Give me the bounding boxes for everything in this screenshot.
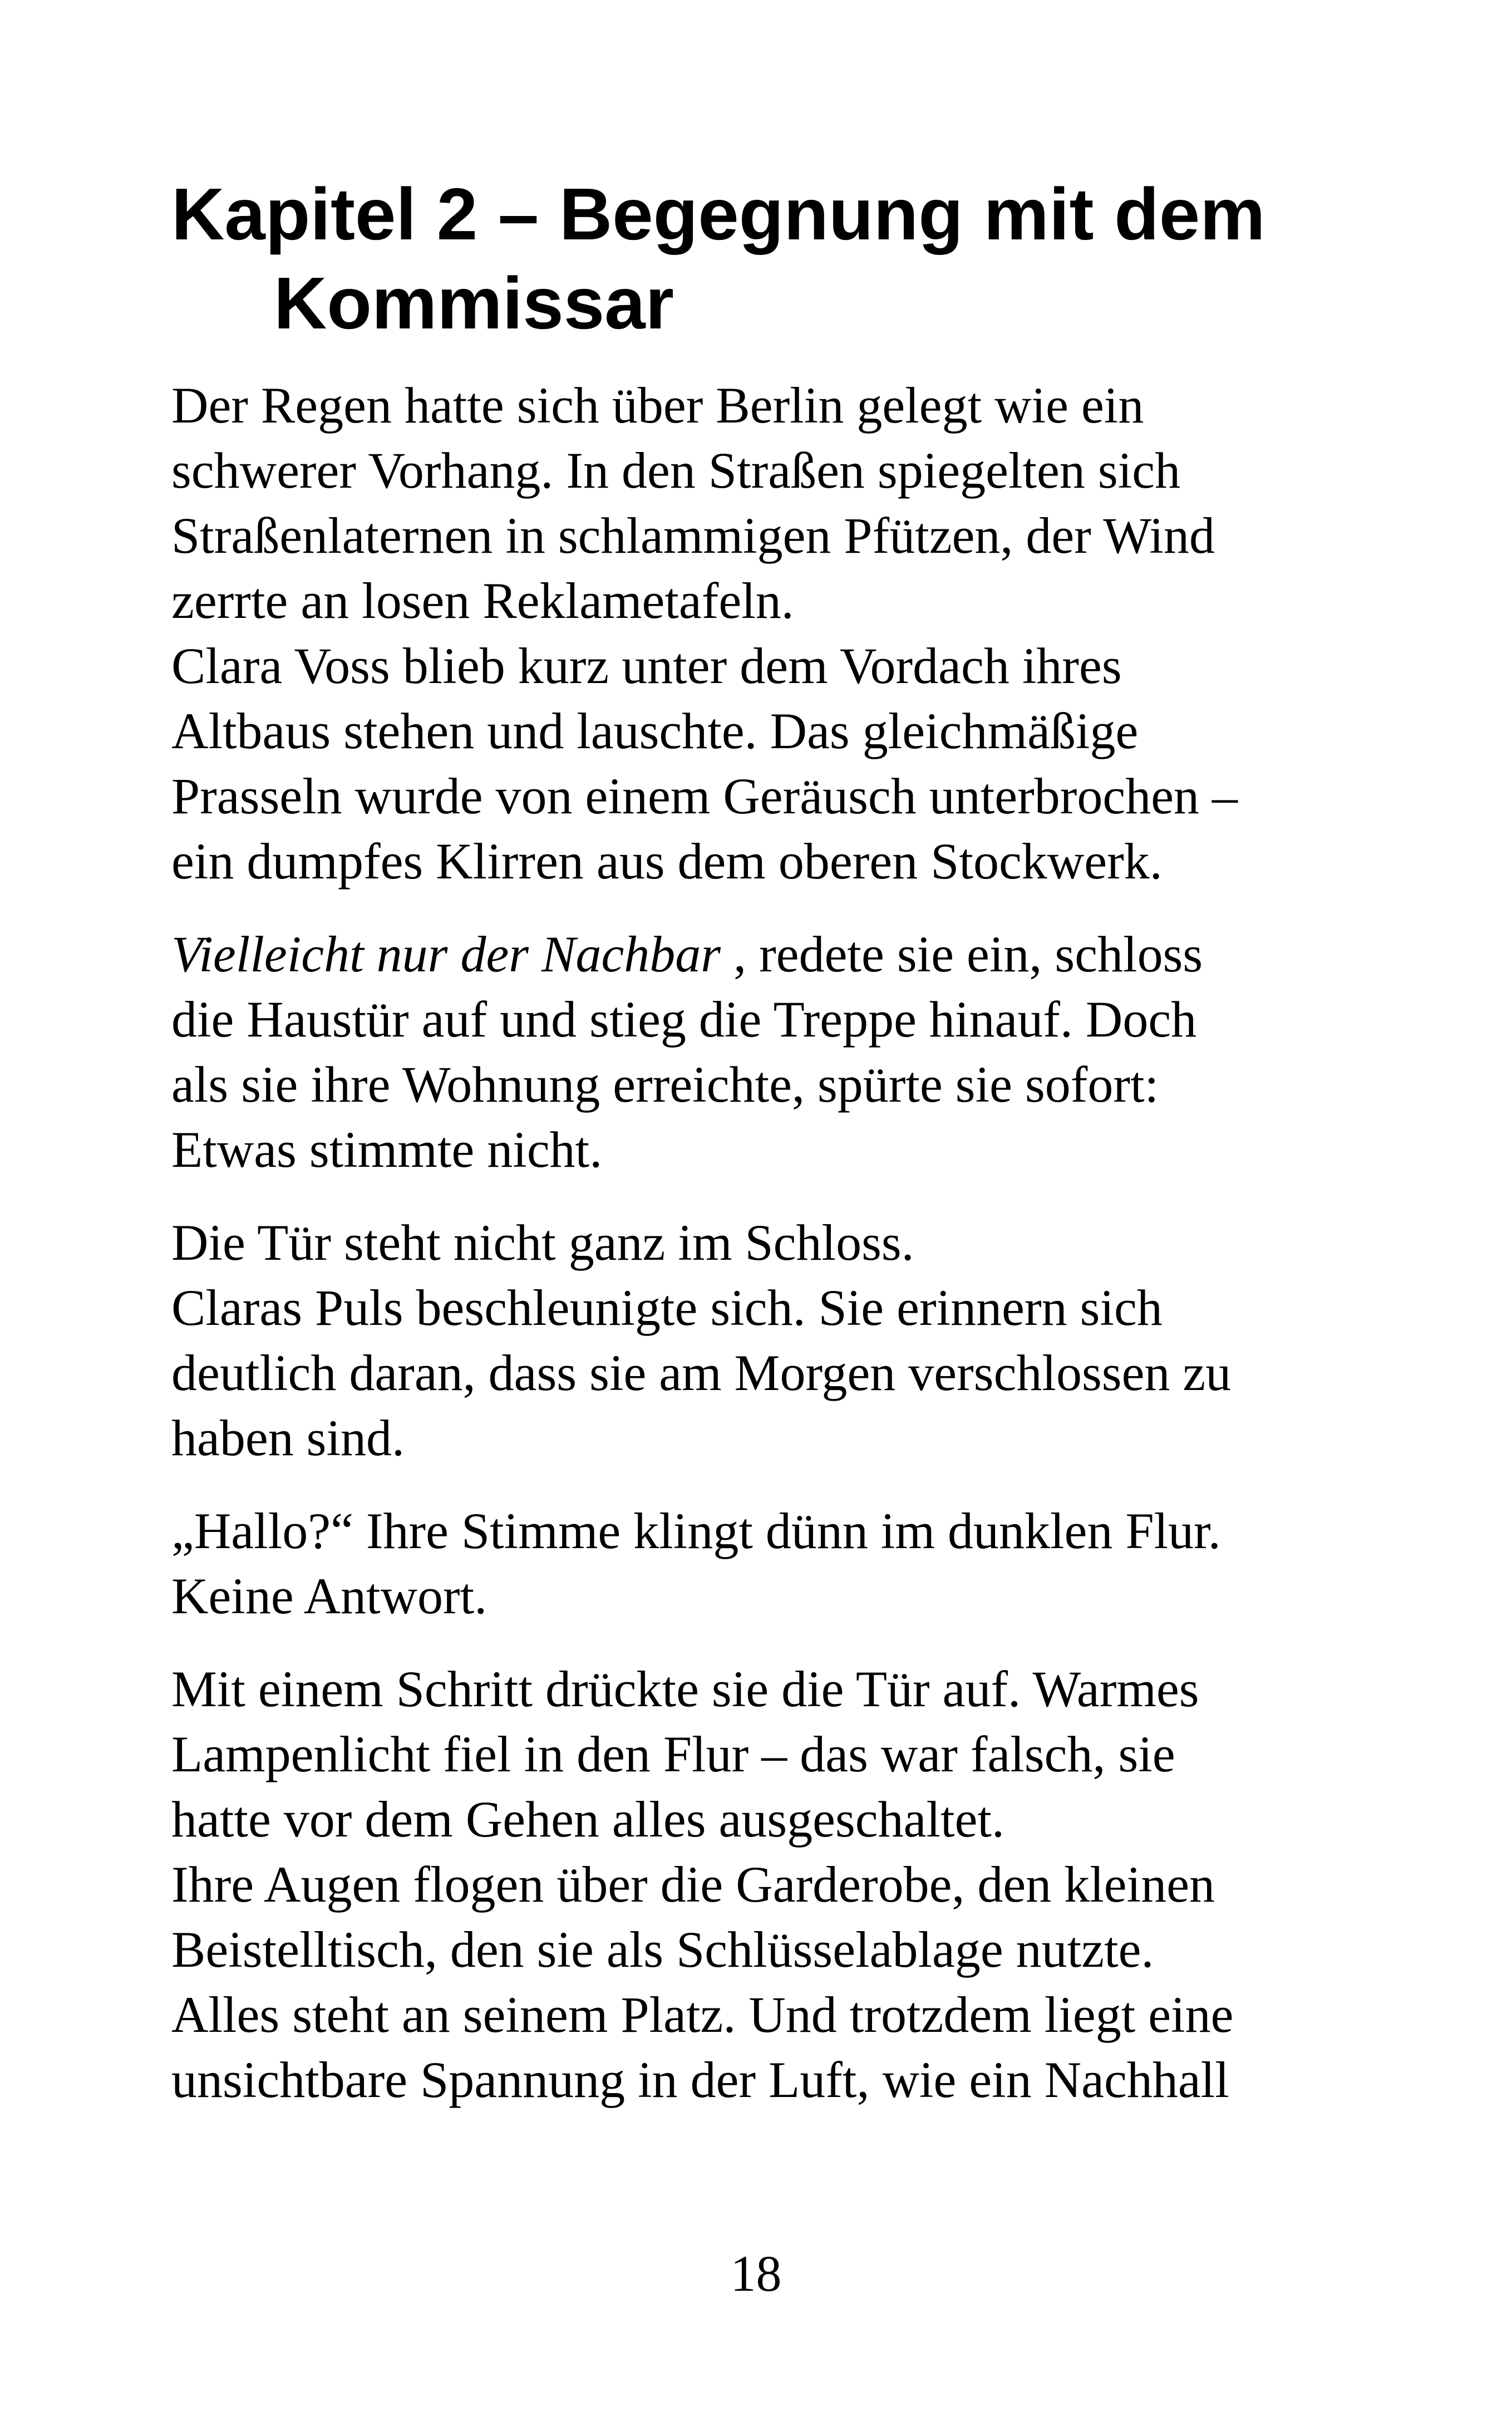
text-line: Claras Puls beschleunigte sich. Sie erinnern sich <box>171 1279 1163 1336</box>
text-line: zerrte an losen Reklametafeln. <box>171 572 794 629</box>
text-line <box>171 922 1368 987</box>
text-line: die Haustür auf und stieg die Treppe hinauf. Doch <box>171 991 1197 1048</box>
text-line: als sie ihre Wohnung erreichte, spürte sie sofort: <box>171 1056 1159 1113</box>
chapter-body <box>171 373 1368 2140</box>
text-line: Keine Antwort. <box>171 1568 487 1624</box>
text-fragment: , redete sie ein, schloss <box>721 926 1203 983</box>
text-line: Clara Voss blieb kurz unter dem Vordach ihres <box>171 637 1122 694</box>
chapter-title <box>171 170 1368 348</box>
text-line: Prasseln wurde von einem Geräusch unterbrochen – <box>171 768 1238 824</box>
paragraph-5 <box>171 1657 1368 2113</box>
text-line: Die Tür steht nicht ganz im Schloss. <box>171 1214 914 1271</box>
chapter-title-line-1: Kapitel 2 – Begegnung mit dem <box>171 173 1265 255</box>
text-line: ein dumpfes Klirren aus dem oberen Stockwerk. <box>171 833 1163 890</box>
text-line: haben sind. <box>171 1410 405 1466</box>
text-line: Der Regen hatte sich über Berlin gelegt wie ein <box>171 377 1144 434</box>
page-number: 18 <box>730 2245 782 2302</box>
text-line: Straßenlaternen in schlammigen Pfützen, der Wind <box>171 507 1215 564</box>
text-line: Altbaus stehen und lauschte. Das gleichmäßige <box>171 703 1139 759</box>
text-line: Etwas stimmte nicht. <box>171 1121 603 1178</box>
text-line: „Hallo?“ Ihre Stimme klingt dünn im dunklen Flur. <box>171 1502 1221 1559</box>
text-line: Mit einem Schritt drückte sie die Tür auf. Warmes <box>171 1661 1199 1717</box>
paragraph-2 <box>171 922 1368 1182</box>
text-line: schwerer Vorhang. In den Straßen spiegelten sich <box>171 442 1181 499</box>
text-line: Ihre Augen flogen über die Garderobe, den kleinen <box>171 1856 1215 1913</box>
text-line: Lampenlicht fiel in den Flur – das war falsch, sie <box>171 1726 1175 1782</box>
text-line: hatte vor dem Gehen alles ausgeschaltet. <box>171 1791 1004 1848</box>
chapter-title-line-2: Kommissar <box>274 262 674 344</box>
italic-thought: Vielleicht nur der Nachbar <box>171 926 721 983</box>
paragraph-4 <box>171 1499 1368 1629</box>
paragraph-1 <box>171 373 1368 894</box>
text-line: Alles steht an seinem Platz. Und trotzdem liegt eine <box>171 1986 1234 2043</box>
paragraph-3 <box>171 1210 1368 1471</box>
text-line: unsichtbare Spannung in der Luft, wie ein Nachhall <box>171 2051 1229 2108</box>
text-line: deutlich daran, dass sie am Morgen verschlossen zu <box>171 1344 1232 1401</box>
text-line: Beistelltisch, den sie als Schlüsselablage nutzte. <box>171 1921 1154 1978</box>
